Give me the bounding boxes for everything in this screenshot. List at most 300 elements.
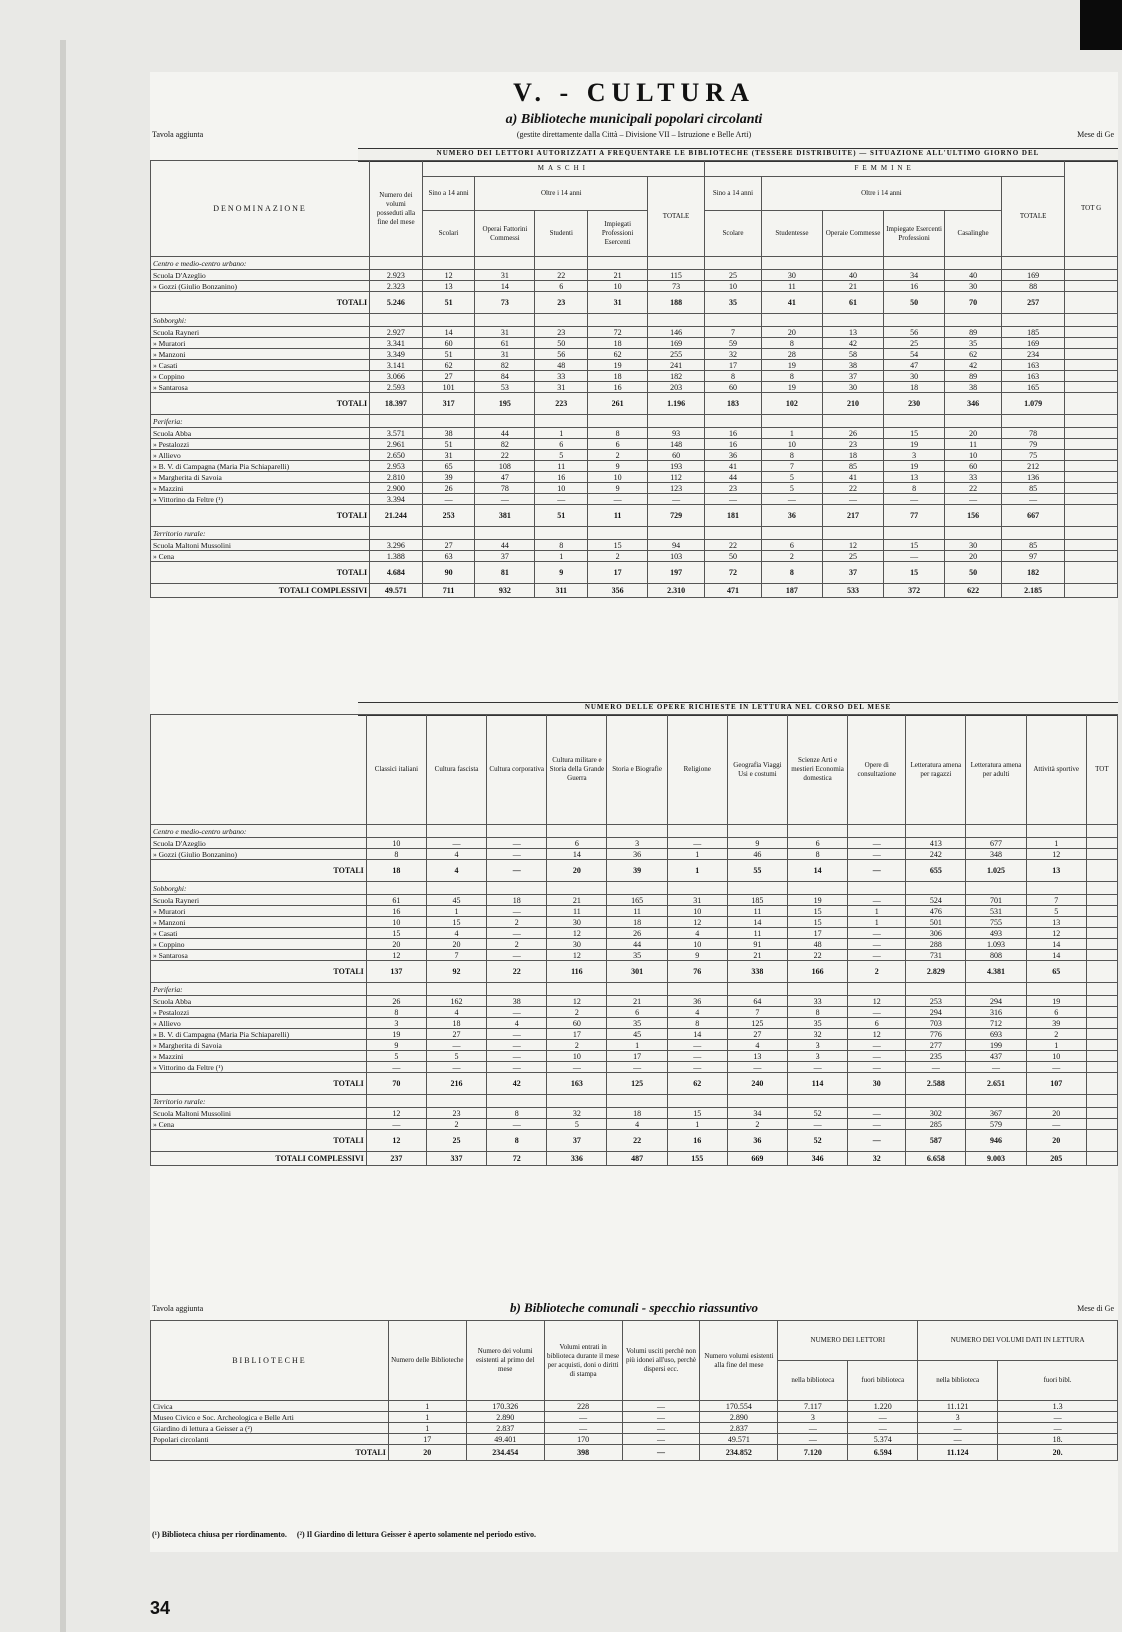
table-row [151, 906, 1118, 917]
value-cell: — [705, 494, 762, 505]
total-cell: — [848, 860, 906, 882]
empty-cell [1065, 551, 1118, 562]
empty-cell [848, 983, 906, 996]
section-label-row [151, 882, 1118, 895]
total-label: TOTALI [151, 562, 370, 584]
value-cell: 89 [945, 327, 1002, 338]
total-cell: 2.588 [906, 1073, 966, 1095]
total-row [151, 961, 1118, 983]
value-cell: 9 [727, 838, 787, 849]
total-cell: 107 [1026, 1073, 1086, 1095]
value-cell: — [727, 1062, 787, 1073]
value-cell: 21 [547, 895, 607, 906]
row-name: Giardino di lettura a Geisser a (²) [151, 1423, 389, 1434]
value-cell: 44 [475, 540, 535, 551]
total-cell: 31 [588, 292, 648, 314]
value-cell: 3 [366, 1018, 426, 1029]
value-cell: 7 [761, 461, 822, 472]
value-cell: 2.593 [370, 382, 423, 393]
value-cell: 27 [422, 371, 475, 382]
column-header: Geografia Viaggi Usi e costumi [727, 715, 787, 825]
value-cell: 93 [648, 428, 705, 439]
total-cell: 1.196 [648, 393, 705, 415]
row-name: » Santarosa [151, 950, 367, 961]
value-cell: — [487, 1119, 547, 1130]
grand-total-cell: 6.658 [906, 1152, 966, 1166]
value-cell: 39 [422, 472, 475, 483]
empty-cell [966, 983, 1026, 996]
value-cell: 579 [966, 1119, 1026, 1130]
row-name: » Allievo [151, 1018, 367, 1029]
row-name: » B. V. di Campagna (Maria Pia Schiaparelli) [151, 461, 370, 472]
value-cell: 112 [648, 472, 705, 483]
value-cell: — [487, 928, 547, 939]
value-cell: 34 [884, 270, 945, 281]
total-cell: 197 [648, 562, 705, 584]
empty-cell [535, 527, 588, 540]
value-cell: 65 [422, 461, 475, 472]
total-cell: 587 [906, 1130, 966, 1152]
value-cell: 20 [426, 939, 486, 950]
value-cell: 45 [607, 1029, 667, 1040]
grand-total-cell: 336 [547, 1152, 607, 1166]
value-cell: — [487, 1040, 547, 1051]
value-cell: 31 [475, 349, 535, 360]
total-label: TOTALI [151, 505, 370, 527]
empty-cell [1086, 983, 1117, 996]
h3-usciti: Volumi usciti perchè non più idonei all'uso, perchè dispersi ecc. [622, 1321, 700, 1401]
total-cell: 73 [475, 292, 535, 314]
table-row [151, 461, 1118, 472]
empty-cell [1065, 360, 1118, 371]
total-cell: 72 [705, 562, 762, 584]
total-cell: 253 [422, 505, 475, 527]
value-cell: 163 [1002, 371, 1065, 382]
empty-cell [648, 314, 705, 327]
row-name: Scuola Abba [151, 996, 367, 1007]
grand-total-row [151, 584, 1118, 598]
total-cell: 1.025 [966, 860, 1026, 882]
value-cell: 294 [906, 1007, 966, 1018]
grand-total-cell: 932 [475, 584, 535, 598]
column-header: Classici italiani [366, 715, 426, 825]
total-cell: 90 [422, 562, 475, 584]
empty-cell [884, 415, 945, 428]
total-cell: 188 [648, 292, 705, 314]
value-cell: 15 [366, 928, 426, 939]
empty-cell [547, 1095, 607, 1108]
value-cell: 42 [945, 360, 1002, 371]
total-cell: 1.079 [1002, 393, 1065, 415]
value-cell: 17 [607, 1051, 667, 1062]
value-cell: 12 [848, 1029, 906, 1040]
value-cell: — [788, 1062, 848, 1073]
empty-cell [1026, 882, 1086, 895]
total-cell: 346 [945, 393, 1002, 415]
h-tot-gen: TOT G [1065, 161, 1118, 257]
value-cell: 61 [475, 338, 535, 349]
total-cell: 216 [426, 1073, 486, 1095]
value-cell: 101 [422, 382, 475, 393]
value-cell: 26 [607, 928, 667, 939]
total-cell: 217 [822, 505, 883, 527]
total-cell: 183 [705, 393, 762, 415]
table-row [151, 838, 1118, 849]
value-cell: 15 [426, 917, 486, 928]
value-cell: 18 [588, 371, 648, 382]
grand-total-label: TOTALI COMPLESSIVI [151, 1152, 367, 1166]
value-cell: — [848, 1412, 918, 1423]
value-cell: 8 [761, 450, 822, 461]
value-cell: — [487, 849, 547, 860]
total-cell: 41 [761, 292, 822, 314]
value-cell: 10 [705, 281, 762, 292]
empty-cell [848, 882, 906, 895]
empty-cell [648, 415, 705, 428]
value-cell: 58 [822, 349, 883, 360]
value-cell: 12 [667, 917, 727, 928]
total-cell: 70 [366, 1073, 426, 1095]
value-cell: 123 [648, 483, 705, 494]
empty-cell [1086, 1007, 1117, 1018]
value-cell: 6 [535, 439, 588, 450]
empty-cell [1065, 540, 1118, 551]
value-cell: 10 [535, 483, 588, 494]
empty-cell [648, 257, 705, 270]
row-name: » Coppino [151, 371, 370, 382]
table-row [151, 1062, 1118, 1073]
total-cell: 261 [588, 393, 648, 415]
empty-cell [475, 314, 535, 327]
total-row [151, 1130, 1118, 1152]
row-name: Scuola Maltoni Mussolini [151, 1108, 367, 1119]
value-cell: 12 [822, 540, 883, 551]
value-cell: 23 [426, 1108, 486, 1119]
value-cell: — [622, 1434, 700, 1445]
value-cell: 85 [1002, 540, 1065, 551]
empty-cell [761, 314, 822, 327]
value-cell: 2.323 [370, 281, 423, 292]
value-cell: — [487, 1007, 547, 1018]
value-cell: 35 [788, 1018, 848, 1029]
row-name: » Casati [151, 928, 367, 939]
value-cell: 3.296 [370, 540, 423, 551]
value-cell: 14 [422, 327, 475, 338]
value-cell: 755 [966, 917, 1026, 928]
value-cell: 60 [648, 450, 705, 461]
empty-cell [884, 314, 945, 327]
total-cell: 7.120 [778, 1445, 848, 1461]
empty-cell [822, 257, 883, 270]
total-cell: 61 [822, 292, 883, 314]
page-number: 34 [150, 1598, 171, 1618]
value-cell: 20 [945, 551, 1002, 562]
value-cell: 14 [475, 281, 535, 292]
empty-cell [1002, 314, 1065, 327]
value-cell: 51 [422, 349, 475, 360]
section-label: Territorio rurale: [151, 1095, 367, 1108]
row-name: » Cena [151, 551, 370, 562]
value-cell: 25 [884, 338, 945, 349]
table-row [151, 483, 1118, 494]
value-cell: 38 [822, 360, 883, 371]
total-cell: 156 [945, 505, 1002, 527]
table-row [151, 270, 1118, 281]
value-cell: — [998, 1412, 1118, 1423]
empty-cell [1086, 1051, 1117, 1062]
value-cell: 88 [1002, 281, 1065, 292]
total-cell: 8 [487, 1130, 547, 1152]
value-cell: 1 [667, 1119, 727, 1130]
value-cell: 701 [966, 895, 1026, 906]
value-cell: — [848, 1007, 906, 1018]
total-label: TOTALI [151, 393, 370, 415]
value-cell: — [544, 1423, 622, 1434]
grand-total-cell: 622 [945, 584, 1002, 598]
value-cell: 18 [426, 1018, 486, 1029]
value-cell: 3 [788, 1040, 848, 1051]
value-cell: 2.650 [370, 450, 423, 461]
empty-cell [588, 314, 648, 327]
empty-cell [1065, 382, 1118, 393]
total-cell: 35 [705, 292, 762, 314]
total-cell: 1 [667, 860, 727, 882]
total-label: TOTALI [151, 860, 367, 882]
value-cell: 62 [422, 360, 475, 371]
value-cell: 9 [366, 1040, 426, 1051]
value-cell: 72 [588, 327, 648, 338]
total-cell: 223 [535, 393, 588, 415]
total-cell: 22 [487, 961, 547, 983]
value-cell: 1 [761, 428, 822, 439]
value-cell: 17 [388, 1434, 466, 1445]
section-label: Periferia: [151, 415, 370, 428]
table-row [151, 494, 1118, 505]
h3-lettori: NUMERO DEI LETTORI [778, 1321, 918, 1361]
empty-cell [761, 527, 822, 540]
total-cell: 23 [535, 292, 588, 314]
value-cell: — [535, 494, 588, 505]
empty-cell [1086, 1119, 1117, 1130]
value-cell: 1 [388, 1412, 466, 1423]
empty-cell [966, 882, 1026, 895]
value-cell: — [822, 494, 883, 505]
value-cell: 22 [535, 270, 588, 281]
value-cell: 15 [788, 917, 848, 928]
row-name: Scuola Rayneri [151, 327, 370, 338]
section-a-title: a) Biblioteche municipali popolari circolanti [505, 112, 763, 127]
value-cell: 4 [607, 1119, 667, 1130]
column-header: Attività sportive [1026, 715, 1086, 825]
value-cell: 10 [588, 281, 648, 292]
value-cell: 12 [366, 1108, 426, 1119]
table-row [151, 540, 1118, 551]
empty-cell [1086, 906, 1117, 917]
value-cell: 5 [1026, 906, 1086, 917]
footnote-2: (²) Il Giardino di lettura Geisser è aperto solamente nel periodo estivo. [296, 1530, 537, 1539]
value-cell: — [622, 1423, 700, 1434]
value-cell: 31 [422, 450, 475, 461]
empty-cell [848, 825, 906, 838]
empty-cell [1086, 860, 1117, 882]
value-cell: 285 [906, 1119, 966, 1130]
h-sino14-m: Sino a 14 anni [422, 177, 475, 211]
section-label: Sobborghi: [151, 882, 367, 895]
value-cell: 3.066 [370, 371, 423, 382]
empty-cell [370, 415, 423, 428]
grand-total-cell: 2.310 [648, 584, 705, 598]
row-name: Civica [151, 1401, 389, 1412]
empty-cell [1002, 415, 1065, 428]
footnotes [152, 1530, 536, 1539]
h3-volumi-dati: NUMERO DEI VOLUMI DATI IN LETTURA [918, 1321, 1118, 1361]
value-cell: 12 [547, 928, 607, 939]
value-cell: 19 [884, 439, 945, 450]
value-cell: 19 [588, 360, 648, 371]
total-cell: 22 [607, 1130, 667, 1152]
value-cell: 17 [547, 1029, 607, 1040]
h3-biblioteche: BIBLIOTECHE [151, 1321, 389, 1401]
total-cell: 16 [667, 1130, 727, 1152]
value-cell: — [848, 1423, 918, 1434]
h3-nella: nella biblioteca [778, 1361, 848, 1401]
h3-volumi-inizio: Numero dei volumi esistenti al primo del mese [466, 1321, 544, 1401]
value-cell: 2.953 [370, 461, 423, 472]
empty-cell [1065, 292, 1118, 314]
h-volumi: Numero dei volumi posseduti alla fine del mese [370, 161, 423, 257]
value-cell: 731 [906, 950, 966, 961]
value-cell: 1 [667, 849, 727, 860]
value-cell: 12 [1026, 928, 1086, 939]
works-table-body [151, 825, 1118, 1166]
value-cell: 4 [426, 1007, 486, 1018]
grand-total-cell: 2.185 [1002, 584, 1065, 598]
total-row [151, 292, 1118, 314]
value-cell: 11 [607, 906, 667, 917]
total-cell: 36 [727, 1130, 787, 1152]
row-name: » Allievo [151, 450, 370, 461]
value-cell: 79 [1002, 439, 1065, 450]
empty-cell [1086, 1130, 1117, 1152]
value-cell: 11 [727, 906, 787, 917]
value-cell: 2 [1026, 1029, 1086, 1040]
value-cell: 6 [588, 439, 648, 450]
empty-cell [848, 1095, 906, 1108]
table-row [151, 472, 1118, 483]
value-cell: 10 [547, 1051, 607, 1062]
h3-fuori: fuori biblioteca [848, 1361, 918, 1401]
value-cell: 524 [906, 895, 966, 906]
total-cell: 65 [1026, 961, 1086, 983]
value-cell: 677 [966, 838, 1026, 849]
empty-cell [1065, 450, 1118, 461]
value-cell: — [487, 1051, 547, 1062]
table-row [151, 928, 1118, 939]
value-cell: 2.837 [466, 1423, 544, 1434]
section-label: Periferia: [151, 983, 367, 996]
value-cell: 16 [705, 439, 762, 450]
value-cell: 11 [547, 906, 607, 917]
total-cell: 37 [822, 562, 883, 584]
empty-cell [1086, 882, 1117, 895]
total-cell: 667 [1002, 505, 1065, 527]
table-row [151, 1401, 1118, 1412]
value-cell: 38 [422, 428, 475, 439]
grand-total-row [151, 1152, 1118, 1166]
table-row [151, 1018, 1118, 1029]
value-cell: 7 [727, 1007, 787, 1018]
value-cell: 14 [727, 917, 787, 928]
value-cell: 54 [884, 349, 945, 360]
row-name: » Gozzi (Giulio Bonzanino) [151, 849, 367, 860]
total-label: TOTALI [151, 1073, 367, 1095]
total-cell: 2 [848, 961, 906, 983]
value-cell: 25 [705, 270, 762, 281]
total-cell: 234.852 [700, 1445, 778, 1461]
value-cell: 22 [822, 483, 883, 494]
value-cell: 8 [788, 849, 848, 860]
grand-total-cell: 533 [822, 584, 883, 598]
value-cell: 42 [822, 338, 883, 349]
value-cell: 2 [761, 551, 822, 562]
value-cell: 31 [535, 382, 588, 393]
value-cell: 108 [475, 461, 535, 472]
value-cell: 11.121 [918, 1401, 998, 1412]
page-edge [60, 40, 66, 1632]
value-cell: — [426, 1040, 486, 1051]
value-cell: 14 [547, 849, 607, 860]
value-cell: 501 [906, 917, 966, 928]
value-cell: — [1026, 1119, 1086, 1130]
value-cell: 36 [607, 849, 667, 860]
total-cell: 210 [822, 393, 883, 415]
empty-cell [366, 825, 426, 838]
value-cell: 18 [487, 895, 547, 906]
empty-cell [422, 415, 475, 428]
grand-total-cell: 487 [607, 1152, 667, 1166]
value-cell: 5 [547, 1119, 607, 1130]
value-cell: 16 [535, 472, 588, 483]
empty-cell [1065, 257, 1118, 270]
document-page [150, 72, 1118, 1552]
h-studentesse: Studentesse [761, 211, 822, 257]
value-cell: 6 [1026, 1007, 1086, 1018]
h-totale-m: TOTALE [648, 177, 705, 257]
row-name: » Margherita di Savoia [151, 1040, 367, 1051]
value-cell: — [1002, 494, 1065, 505]
row-name: » Mazzini [151, 483, 370, 494]
total-cell: 257 [1002, 292, 1065, 314]
works-table [150, 714, 1118, 1166]
value-cell: 8 [535, 540, 588, 551]
total-cell: 114 [788, 1073, 848, 1095]
empty-cell [966, 825, 1026, 838]
total-cell: 62 [667, 1073, 727, 1095]
table-row [151, 551, 1118, 562]
value-cell: 45 [426, 895, 486, 906]
value-cell: 6 [547, 838, 607, 849]
value-cell: 3.341 [370, 338, 423, 349]
total-cell: 37 [547, 1130, 607, 1152]
empty-cell [547, 983, 607, 996]
table-row [151, 1119, 1118, 1130]
value-cell: 7.117 [778, 1401, 848, 1412]
empty-cell [422, 257, 475, 270]
value-cell: 27 [426, 1029, 486, 1040]
value-cell: 16 [705, 428, 762, 439]
column-header: Religione [667, 715, 727, 825]
page-title: V. - CULTURA [513, 78, 755, 107]
